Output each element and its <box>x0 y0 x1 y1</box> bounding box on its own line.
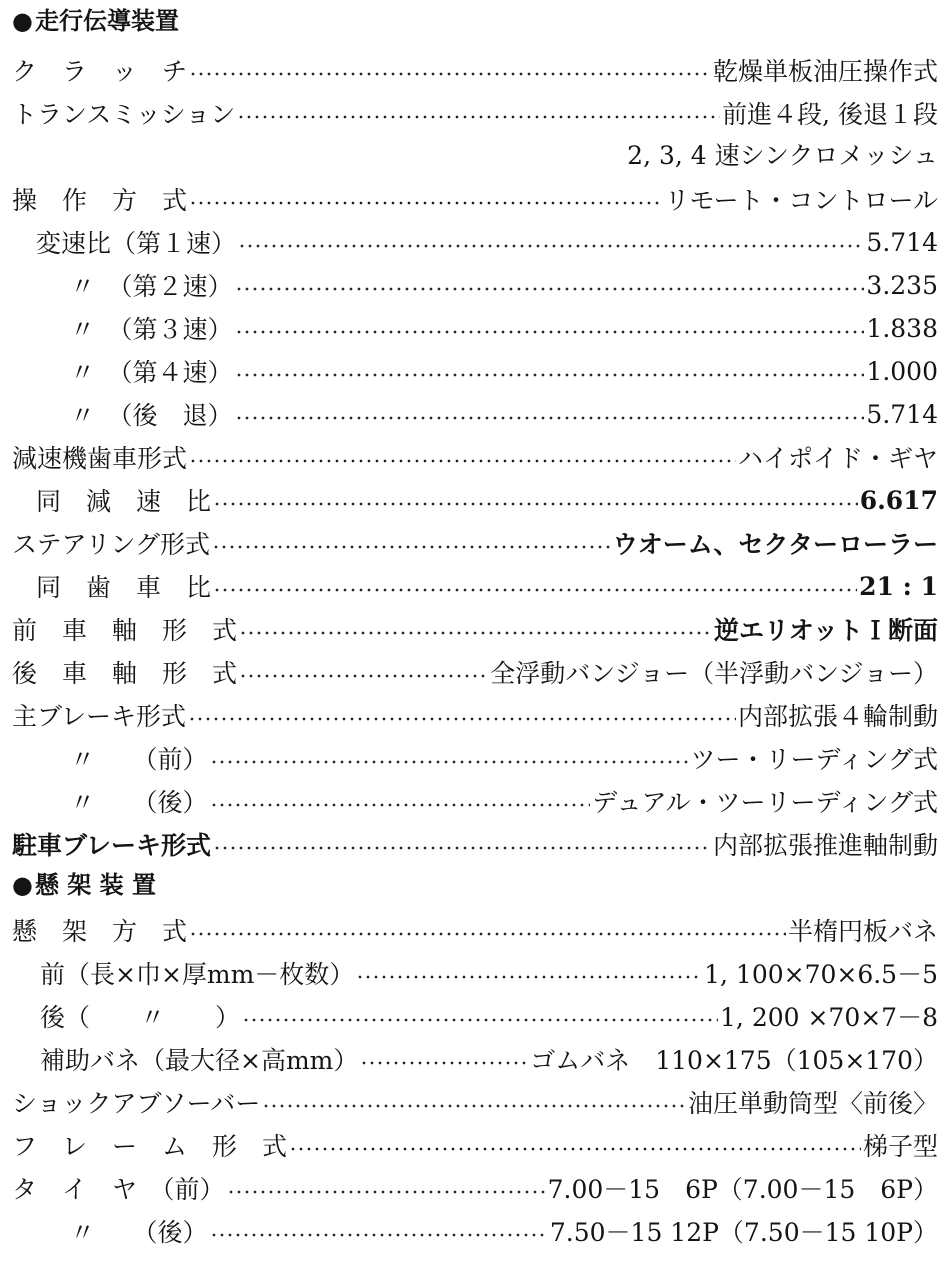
spec-label: タ イ ヤ （前） <box>12 1175 225 1204</box>
spec-row-transmission <box>12 93 938 133</box>
spec-value: 21 : 1 <box>859 571 938 601</box>
spec-row-reduction-ratio <box>36 480 938 520</box>
spec-label: 減速機歯車形式 <box>12 444 188 473</box>
spec-row-frame-type <box>12 1125 938 1165</box>
dot-leader <box>262 1082 686 1122</box>
spec-row-rear-spring <box>40 996 938 1036</box>
spec-value: ハイポイド・ギヤ <box>737 444 938 473</box>
dot-leader <box>189 179 662 219</box>
dot-leader <box>235 265 865 305</box>
spec-row-main-brake <box>12 695 938 735</box>
dot-leader <box>213 480 858 520</box>
spec-label: ステアリング形式 <box>12 530 211 559</box>
spec-value: 1.000 <box>866 356 938 386</box>
spec-label: 後 車 軸 形 式 <box>12 659 238 688</box>
spec-value: 1, 200 ×70×7－8 <box>720 1003 938 1032</box>
spec-label: 同 減 速 比 <box>36 487 212 516</box>
dot-leader <box>189 50 711 90</box>
spec-label: 前（長×巾×厚mm－枚数） <box>40 960 355 989</box>
spec-label: ショックアブソーバー <box>12 1089 261 1118</box>
spec-value: 梯子型 <box>862 1132 938 1161</box>
spec-value: リモート・コントロール <box>664 186 938 215</box>
dot-leader <box>188 695 736 735</box>
section-title: 走行伝導装置 <box>34 7 179 35</box>
bullet-icon: ● <box>12 7 33 35</box>
spec-row-auxiliary-spring <box>40 1039 938 1079</box>
spec-label: 前 車 軸 形 式 <box>12 616 238 645</box>
spec-row-parking-brake <box>12 824 938 864</box>
spec-continuation-synchromesh: 2, 3, 4 速シンクロメッシュ <box>627 141 938 170</box>
dot-leader <box>210 781 591 821</box>
spec-label: 〃 （後 退） <box>70 401 233 430</box>
spec-value: 1, 100×70×6.5－5 <box>704 960 938 989</box>
spec-value: デュアル・ツーリーディング式 <box>592 788 938 817</box>
spec-value: ツー・リーディング式 <box>690 745 938 774</box>
spec-label: 同 歯 車 比 <box>36 573 212 602</box>
spec-label: 〃 （前） <box>70 745 208 774</box>
spec-value: 7.50－15 12P（7.50－15 10P） <box>549 1218 938 1247</box>
spec-label: 懸 架 方 式 <box>12 917 188 946</box>
dot-leader <box>360 1039 528 1079</box>
spec-value: 半楕円板バネ <box>787 917 938 946</box>
spec-row-steering-type <box>12 523 938 563</box>
spec-value: 6.617 <box>859 485 938 515</box>
spec-row-suspension-type <box>12 910 938 950</box>
spec-label: 後（ 〃 ） <box>40 1003 241 1032</box>
spec-value: 前進４段, 後退１段 <box>722 100 938 129</box>
spec-value: 逆エリオットＩ断面 <box>713 616 938 645</box>
spec-label: 補助バネ（最大径×高mm） <box>40 1046 359 1075</box>
spec-value: 7.00－15 6P（7.00－15 6P） <box>547 1175 938 1204</box>
spec-value: 内部拡張推進軸制動 <box>712 831 938 860</box>
spec-row-gear-ratio-3 <box>70 308 938 348</box>
spec-label: トランスミッション <box>12 100 236 129</box>
spec-value: 全浮動バンジョー（半浮動バンジョー） <box>490 659 938 688</box>
spec-value: 1.838 <box>866 313 938 343</box>
dot-leader <box>227 1168 546 1208</box>
spec-value: 内部拡張４輪制動 <box>737 702 938 731</box>
spec-row-front-axle <box>12 609 938 649</box>
spec-row-reduction-gear-type <box>12 437 938 477</box>
dot-leader <box>289 1125 861 1165</box>
spec-label: 〃 （後） <box>70 788 208 817</box>
spec-row-gear-ratio-reverse <box>70 394 938 434</box>
spec-label: フ レ ー ム 形 式 <box>12 1132 288 1161</box>
spec-value: 油圧単動筒型〈前後〉 <box>687 1089 938 1118</box>
spec-value: 5.714 <box>866 399 938 429</box>
dot-leader <box>212 523 611 563</box>
dot-leader <box>235 308 865 348</box>
spec-row-steering-ratio <box>36 566 938 606</box>
spec-value: 乾燥単板油圧操作式 <box>712 57 938 86</box>
section-heading-suspension <box>12 868 156 902</box>
spec-value: 5.714 <box>866 227 938 257</box>
dot-leader <box>210 1211 548 1251</box>
spec-label: 〃 （第２速） <box>70 272 233 301</box>
spec-label: 〃 （第４速） <box>70 358 233 387</box>
spec-row-clutch <box>12 50 938 90</box>
spec-label: 〃 （後） <box>70 1218 208 1247</box>
spec-row-tire-rear <box>70 1211 938 1251</box>
bullet-icon: ● <box>12 871 33 899</box>
spec-label: 〃 （第３速） <box>70 315 233 344</box>
spec-row-front-spring <box>40 953 938 993</box>
dot-leader <box>189 910 786 950</box>
dot-leader <box>239 609 712 649</box>
dot-leader <box>213 824 711 864</box>
spec-value: 3.235 <box>866 270 938 300</box>
spec-row-tire-front <box>12 1168 938 1208</box>
spec-label: ク ラ ッ チ <box>12 57 188 86</box>
dot-leader <box>213 566 857 606</box>
spec-value: ウオーム、セクターローラー <box>612 530 938 559</box>
dot-leader <box>235 394 865 434</box>
spec-row-gear-ratio-4 <box>70 351 938 391</box>
dot-leader <box>237 93 720 133</box>
spec-row-shock-absorber <box>12 1082 938 1122</box>
spec-row-shift-control <box>12 179 938 219</box>
dot-leader <box>239 652 488 692</box>
spec-row-gear-ratio-2 <box>70 265 938 305</box>
spec-row-brake-rear <box>70 781 938 821</box>
spec-label: 駐車ブレーキ形式 <box>12 831 212 860</box>
dot-leader <box>210 738 689 778</box>
section-heading-drivetrain <box>12 4 179 38</box>
spec-row-gear-ratio-1 <box>36 222 938 262</box>
dot-leader <box>235 351 865 391</box>
spec-label: 操 作 方 式 <box>12 186 188 215</box>
section-title: 懸 架 装 置 <box>34 871 157 899</box>
dot-leader <box>189 437 736 477</box>
spec-row-rear-axle <box>12 652 938 692</box>
dot-leader <box>238 222 864 262</box>
spec-label: 主ブレーキ形式 <box>12 702 187 731</box>
spec-row-brake-front <box>70 738 938 778</box>
dot-leader <box>356 953 702 993</box>
spec-label: 変速比（第１速） <box>36 229 237 258</box>
spec-value: ゴムバネ 110×175（105×170） <box>530 1046 938 1075</box>
dot-leader <box>242 996 718 1036</box>
